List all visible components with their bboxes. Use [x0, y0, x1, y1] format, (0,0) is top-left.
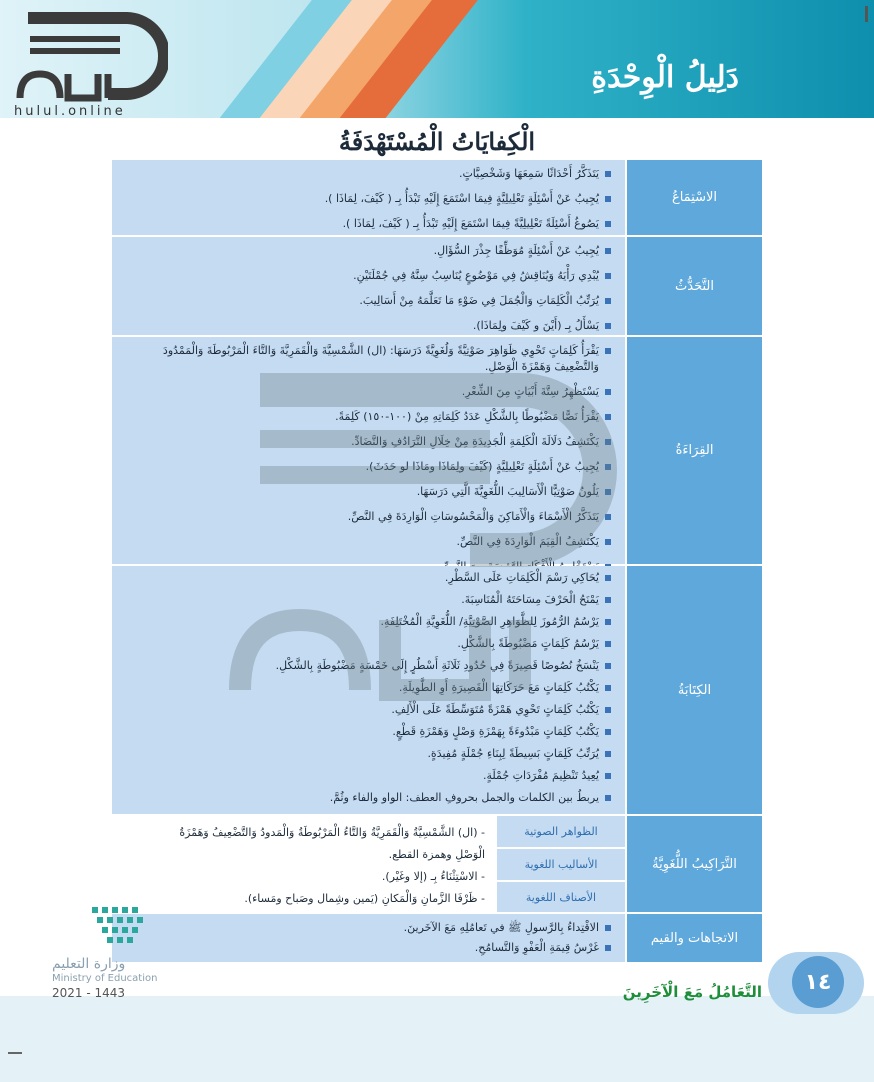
grammar-line: الْوَصْلِ وهمزة القطع.	[388, 848, 485, 861]
list-item: يُرَتِّبُ الْكَلِمَاتِ وَالْجُمَلَ فِي ضَوْءِ مَا تَعَلَّمَهُ مِنْ أَسَالِيبَ.	[118, 293, 613, 309]
list-item: يُحَاكِي رَسْمَ الْكَلِمَاتِ عَلَى السَّطْرِ.	[118, 570, 613, 586]
list-item: يَمْنَحُ الْحَرْفَ مِسَاحَتَهُ الْمُنَاسِبَةَ.	[118, 592, 613, 608]
list-item: الاقْتِداءُ بِالرَّسولِ ﷺ في تَعامُلِهِ مَعَ الآخَرينَ.	[118, 920, 613, 936]
logo-text: hulul.online	[14, 104, 126, 119]
row-label: القِرَاءَةُ	[627, 337, 762, 566]
table-row-reading	[112, 337, 762, 566]
list-item: يَقْرَأُ كَلِمَاتٍ تَحْوِي ظَوَاهِرَ صَوْتِيَّةً وَلُغَوِيَّةً دَرَسَهَا: (ال) الشَّمْسِيَّةَ وَالْقَمَرِيَّةَ وَالتَّاءَ الْمَرْبُوطَةَ وَالْمَمْدُودَ وَالتَّضْعِيفَ وَهَمْزَةَ الْوَصْلِ.	[118, 343, 613, 375]
list-item: يُجِيبُ عَنْ أَسْئِلَةٍ تَعْلِيلِيَّةٍ (كَيْفَ ولِمَاذَا ومَاذَا لو حَدَثَ).	[118, 459, 613, 475]
table-row-writing	[112, 566, 762, 816]
list-item: يَلُونُ صَوْتِيًّا الْأَسَالِيبَ اللُّغَوِيَّةَ الَّتِي دَرَسَهَا.	[118, 484, 613, 500]
row-content	[112, 566, 625, 816]
list-item: يَتَذَكَّرُ الْأَسْمَاءَ وَالْأَمَاكِنَ وَالْمَحْسُوسَاتِ الْوَارِدَةَ فِي النَّصِّ.	[118, 509, 613, 525]
table-row-values	[112, 914, 762, 964]
row-label: الكِتَابَةُ	[627, 566, 762, 816]
grammar-line: - (ال) الشَّمْسِيَّةُ وَالْقَمَرِيَّةُ وَالتَّاءُ الْمَرْبُوطَةُ وَالْمَدودُ وَالتَّضْعِيفُ وَهَمْزَةُ	[179, 826, 485, 839]
list-item: يَقْرَأُ نَصًّا مَضْبُوطًا بِالشَّكْلِ عَدَدُ كَلِمَاتِهِ مِنْ (١٠٠-١٥٠) كَلِمَةً.	[118, 409, 613, 425]
list-item: غَرْسُ قِيمَةِ الْعَفْوِ وَالتَّسامُحِ.	[118, 940, 613, 956]
footer-bar	[0, 996, 874, 1082]
list-item: يَكْتُبُ كَلِمَاتٍ مَبْدُوءَةً بِهَمْزَةِ وَصْلٍ وَهَمْزَةِ قَطْعٍ.	[118, 724, 613, 740]
list-item: يَسْتَظْهِرُ سِتَّةَ أَبْيَاتٍ مِنَ الشِّعْرِ.	[118, 384, 613, 400]
row-content	[112, 914, 625, 964]
section-title: الْكِفايَاتُ الْمُسْتَهْدَفَةُ	[338, 127, 536, 156]
list-item: يَكْتُبُ كَلِمَاتٍ تَحْوِي هَمْزَةً مُتَوَسِّطَةً عَلَى الْأَلِفِ.	[118, 702, 613, 718]
row-label: التَّحَدُّثُ	[627, 237, 762, 337]
row-label: الاسْتِمَاعُ	[627, 160, 762, 237]
row-content	[112, 237, 625, 337]
table-row-speaking	[112, 237, 762, 337]
sub-label: الظواهر الصوتية	[497, 816, 625, 849]
table-row-grammar	[112, 816, 762, 914]
list-item: يَرْسُمُ كَلِمَاتٍ مَضْبُوطَةً بِالشَّكْلِ.	[118, 636, 613, 652]
list-item: يَرْسُمُ الرُّمُوزَ لِلظَّوَاهِرِ الصَّوْتِيَّةِ/ اللُّغَوِيَّةِ الْمُخْتَلِفَةِ.	[118, 614, 613, 630]
list-item: يَكْتُبُ كَلِمَاتٍ مَعَ حَرَكَاتِهَا الْقَصِيرَةِ أَوِ الطَّوِيلَةِ.	[118, 680, 613, 696]
corner-mark	[865, 6, 868, 22]
ministry-name-en: Ministry of Education	[52, 973, 158, 984]
list-item: يَسْأَلُ بِـ (أَيْنَ و كَيْفَ ولِمَاذَا).	[118, 318, 613, 334]
grammar-line: - ظَرْفَا الزَّمانِ وَالْمَكانِ (يَمين وشِمال وصَباح ومَساء).	[244, 892, 485, 905]
list-item: يَكْتَشِفُ دَلَالَةَ الْكَلِمَةِ الْجَدِيدَةِ مِنْ خِلَالِ التَّرَادُفِ وَالتَّضَادِّ.	[118, 434, 613, 450]
list-item: يُبْدِي رَأْيَهُ وَيُنَاقِشُ فِي مَوْضُوعٍ يُنَاسِبُ سِنَّهُ فِي جُمْلَتَيْنِ.	[118, 268, 613, 284]
list-item: يَتَذَكَّرُ أَحْدَاثًا سَمِعَهَا وَشَخْصِيَّاتٍ.	[118, 166, 613, 182]
corner-mark	[8, 1052, 22, 1054]
list-item: يُجِيبُ عَنْ أَسْئِلَةٍ تَعْلِيلِيَّةٍ فِيمَا اسْتَمَعَ إِلَيْهِ تَبْدَأُ بِـ ( كَيْفَ، لِمَاذَا ).	[118, 191, 613, 207]
list-item: يُجِيبُ عَنْ أَسْئِلَةٍ مُوَظِّفًا جِذْرَ السُّؤَالِ.	[118, 243, 613, 259]
list-item: يُعِيدُ تَنْظِيمَ مُفْرَدَاتِ جُمْلَةٍ.	[118, 768, 613, 784]
competencies-table	[112, 160, 762, 980]
row-label: التَّرَاكِيبُ اللُّغَوِيَّةُ	[627, 816, 762, 914]
grammar-line: - الاسْتِثْنَاءُ بِـ (إلا وغَيْر).	[381, 870, 485, 883]
list-item: يَصُوغُ أَسْئِلَةً تَعْلِيلِيَّةً فِيمَا اسْتَمَعَ إِلَيْهِ تَبْدَأُ بِـ ( كَيْفَ، لِمَاذَا ).	[118, 216, 613, 232]
table-row-listening	[112, 160, 762, 237]
lesson-title: التَّعَامُلُ مَعَ الْآخَرِينَ	[622, 983, 762, 1001]
sub-label: الأساليب اللغوية	[497, 849, 625, 882]
row-label: الاتجاهات والقيم	[627, 914, 762, 964]
unit-title: دَلِيلُ الْوِحْدَةِ	[591, 60, 739, 95]
list-item: يربطُ بين الكلمات والجمل بحروفِ العطف: الواو والفاء وثُمَّ.	[118, 790, 613, 806]
list-item: يُرَتِّبُ كَلِمَاتٍ بَسِيطَةً لِبِنَاءِ جُمْلَةٍ مُفِيدَةٍ.	[118, 746, 613, 762]
grammar-text	[112, 816, 495, 914]
sub-label: الأصناف اللغوية	[497, 882, 625, 914]
row-content	[112, 337, 625, 566]
row-content	[112, 160, 625, 237]
grammar-sub-labels	[497, 816, 625, 914]
page-number: ١٤	[792, 956, 844, 1008]
list-item: يَنْسَخُ نُصُوصًا قَصِيرَةً فِي حُدُودِ ثَلَاثَةِ أَسْطُرٍ إِلَى خَمْسَةٍ مَضْبُوطَةٍ بِالشَّكْلِ.	[118, 658, 613, 674]
year-label: 2021 - 1443	[52, 986, 126, 1000]
ministry-logo-icon	[40, 905, 160, 953]
ministry-name-ar: وزارة التعليم	[52, 956, 126, 972]
list-item: يَكْتَشِفُ الْقِيَمَ الْوَارِدَةَ فِي النَّصِّ.	[118, 534, 613, 550]
